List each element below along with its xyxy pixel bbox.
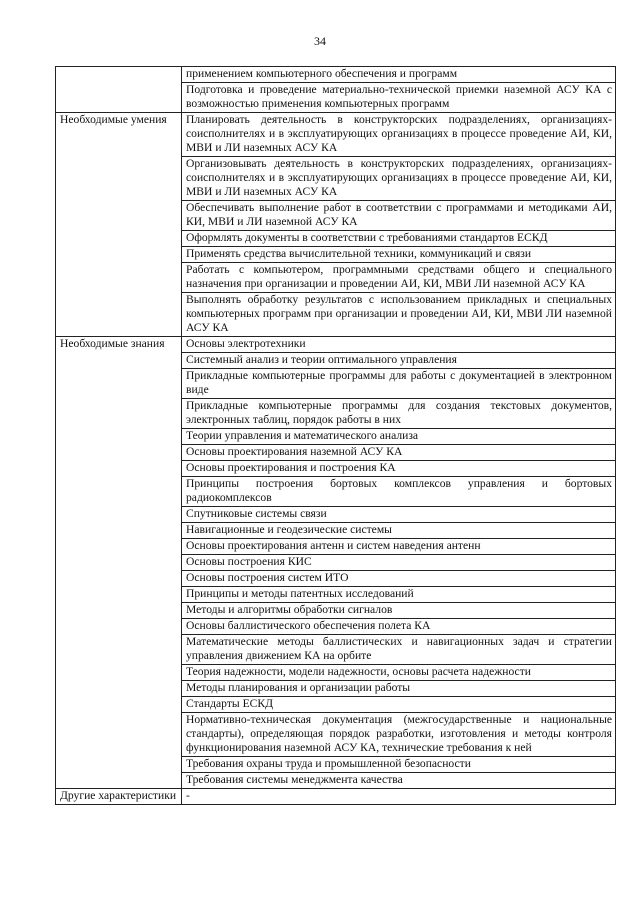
row-item: Методы планирования и организации работы	[182, 681, 616, 697]
row-label	[56, 67, 182, 113]
page-number: 34	[314, 34, 326, 48]
row-item: Прикладные компьютерные программы для работы с документацией в электронном виде	[182, 369, 616, 399]
row-item: Основы проектирования и построения КА	[182, 461, 616, 477]
row-item: Применять средства вычислительной техники, коммуникаций и связи	[182, 247, 616, 263]
table-row	[56, 67, 616, 83]
row-item: Основы построения КИС	[182, 555, 616, 571]
row-item: Стандарты ЕСКД	[182, 697, 616, 713]
row-item: Системный анализ и теории оптимального управления	[182, 353, 616, 369]
row-item: Основы проектирования наземной АСУ КА	[182, 445, 616, 461]
table-row	[56, 789, 616, 805]
table-row	[56, 113, 616, 157]
row-item: Нормативно-техническая документация (межгосударственные и национальные стандарты), определяющая порядок разработки, изготовления и методы контроля функционирования наземной АСУ КА, технические требования к ней	[182, 713, 616, 757]
row-item: Прикладные компьютерные программы для создания текстовых документов, электронных таблиц, порядок работы в них	[182, 399, 616, 429]
row-item: Выполнять обработку результатов с использованием прикладных и специальных компьютерных программ при организации и проведении АИ, КИ, МВИ ЛИ наземной АСУ КА	[182, 293, 616, 337]
competency-table	[55, 66, 616, 805]
row-item: Основы проектирования антенн и систем наведения антенн	[182, 539, 616, 555]
row-item: Принципы и методы патентных исследований	[182, 587, 616, 603]
row-item: Основы баллистического обеспечения полета КА	[182, 619, 616, 635]
row-item: Основы построения систем ИТО	[182, 571, 616, 587]
row-label: Необходимые умения	[56, 113, 182, 337]
row-item: Обеспечивать выполнение работ в соответствии с программами и методиками АИ, КИ, МВИ и ЛИ наземной АСУ КА	[182, 201, 616, 231]
row-item: Теория надежности, модели надежности, основы расчета надежности	[182, 665, 616, 681]
row-item: Принципы построения бортовых комплексов управления и бортовых радиокомплексов	[182, 477, 616, 507]
competency-table-body	[56, 67, 616, 805]
row-item: Навигационные и геодезические системы	[182, 523, 616, 539]
row-item: Оформлять документы в соответствии с требованиями стандартов ЕСКД	[182, 231, 616, 247]
row-item: Работать с компьютером, программными средствами общего и специального назначения при организации и проведении АИ, КИ, МВИ ЛИ наземной АСУ КА	[182, 263, 616, 293]
row-item: Планировать деятельность в конструкторских подразделениях, организациях-соисполнителях и в эксплуатирующих организациях в процессе проведение АИ, КИ, МВИ и ЛИ наземных АСУ КА	[182, 113, 616, 157]
row-item: Требования охраны труда и промышленной безопасности	[182, 757, 616, 773]
row-item: Математические методы баллистических и навигационных задач и стратегии управления движением КА на орбите	[182, 635, 616, 665]
row-item: Методы и алгоритмы обработки сигналов	[182, 603, 616, 619]
row-item: -	[182, 789, 616, 805]
row-item: Спутниковые системы связи	[182, 507, 616, 523]
row-label: Необходимые знания	[56, 337, 182, 789]
row-item: Подготовка и проведение материально-технической приемки наземной АСУ КА с возможностью применения компьютерных программ	[182, 83, 616, 113]
row-label: Другие характеристики	[56, 789, 182, 805]
table-row	[56, 337, 616, 353]
row-item: Основы электротехники	[182, 337, 616, 353]
row-item: применением компьютерного обеспечения и программ	[182, 67, 616, 83]
row-item: Требования системы менеджмента качества	[182, 773, 616, 789]
row-item: Теории управления и математического анализа	[182, 429, 616, 445]
row-item: Организовывать деятельность в конструкторских подразделениях, организациях-соисполнителях и в эксплуатирующих организациях в процессе проведение АИ, КИ, МВИ и ЛИ наземных АСУ КА	[182, 157, 616, 201]
